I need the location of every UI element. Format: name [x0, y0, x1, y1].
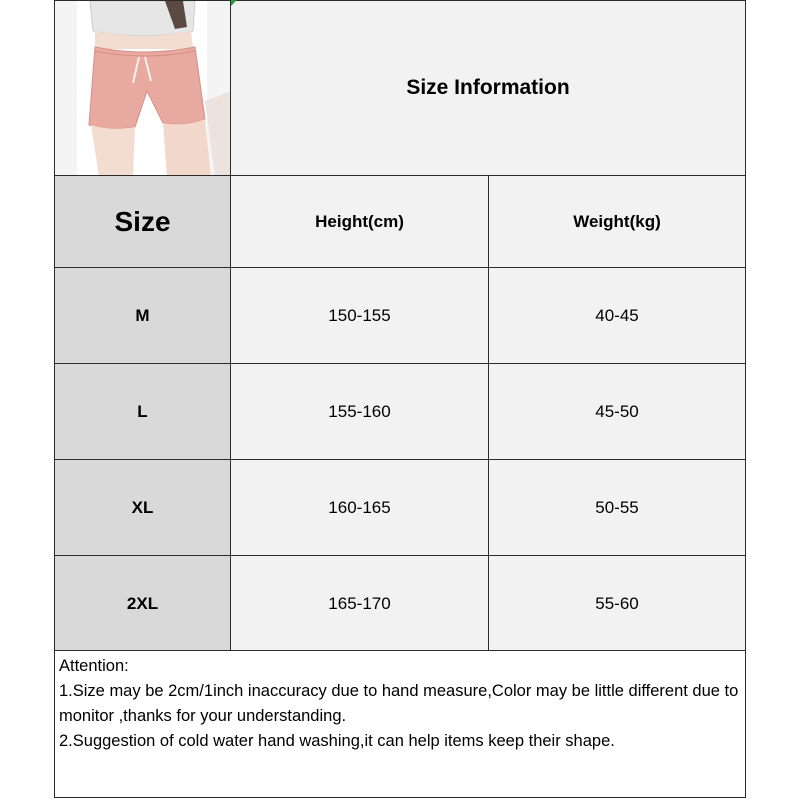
- table-row-height-cell: [230, 267, 489, 364]
- size-value: XL: [131, 497, 154, 517]
- size-value: M: [135, 305, 150, 325]
- size-header: Size: [114, 205, 171, 237]
- table-row-weight-cell: [488, 267, 746, 364]
- notes-line-2: 2.Suggestion of cold water hand washing,it can help items keep their shape.: [59, 732, 615, 750]
- table-row-size-cell: [54, 267, 231, 364]
- size-value: 2XL: [126, 593, 159, 613]
- table-row-weight-cell: [488, 555, 746, 652]
- weight-value: 55-60: [595, 593, 639, 613]
- table-row-height-cell: [230, 555, 489, 652]
- weight-header: Weight(kg): [573, 211, 661, 231]
- notes-line-1: 1.Size may be 2cm/1inch inaccuracy due to hand measure,Color may be little different due to monitor ,thanks for your understanding.: [59, 682, 743, 725]
- table-row-weight-cell: [488, 459, 746, 556]
- weight-header-cell: [488, 175, 746, 268]
- table-row-size-cell: [54, 363, 231, 460]
- page-title: Size Information: [406, 76, 570, 99]
- shorts-illustration: [55, 1, 231, 176]
- table-row-size-cell: [54, 459, 231, 556]
- table-row-size-cell: [54, 555, 231, 652]
- attention-notes: [54, 650, 746, 798]
- table-row-height-cell: [230, 459, 489, 556]
- height-header: Height(cm): [315, 211, 404, 231]
- weight-value: 40-45: [595, 305, 639, 325]
- height-value: 165-170: [328, 593, 391, 613]
- height-value: 160-165: [328, 497, 391, 517]
- title-cell: [230, 0, 746, 176]
- height-value: 150-155: [328, 305, 391, 325]
- size-header-cell: [54, 175, 231, 268]
- table-row-height-cell: [230, 363, 489, 460]
- weight-value: 45-50: [595, 401, 639, 421]
- notes-heading: Attention:: [59, 657, 129, 675]
- height-value: 155-160: [328, 401, 391, 421]
- product-photo: [54, 0, 231, 176]
- weight-value: 50-55: [595, 497, 639, 517]
- height-header-cell: [230, 175, 489, 268]
- size-value: L: [137, 401, 148, 421]
- table-row-weight-cell: [488, 363, 746, 460]
